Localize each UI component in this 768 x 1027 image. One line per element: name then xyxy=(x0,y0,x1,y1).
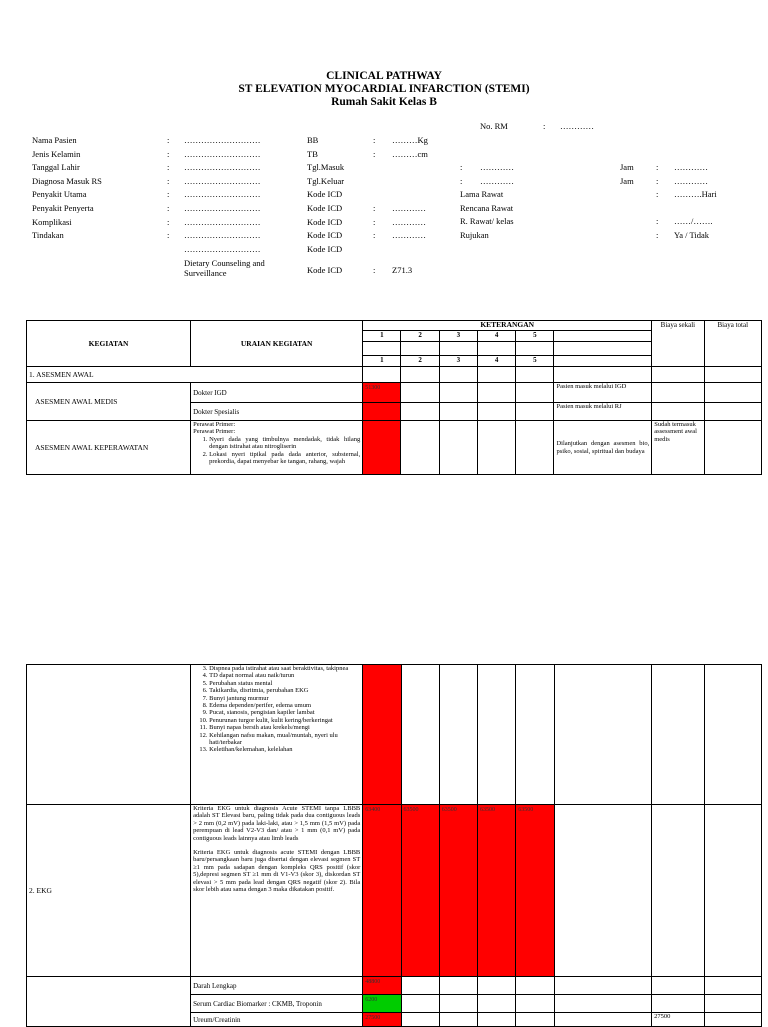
field-label: Jam xyxy=(620,175,634,186)
header-left-colons: : : : : : : : : xyxy=(167,135,170,241)
no-rm-colon: : xyxy=(543,121,546,131)
symptom-list xyxy=(193,436,360,466)
field-value: ………… xyxy=(392,216,426,227)
no-rm-value: ………… xyxy=(560,121,594,131)
header-mid-labels xyxy=(307,134,377,278)
ekg-criteria xyxy=(191,805,363,977)
day-col-header: 3 xyxy=(439,356,477,367)
list-item: 11. Bunyi napas bersih atau krekels/mengi xyxy=(209,724,360,731)
field-label: Komplikasi xyxy=(32,216,72,227)
no-rm-label: No. RM xyxy=(480,121,508,131)
list-item: 5. Perubahan status mental xyxy=(209,680,360,687)
field-value: ……………………… xyxy=(184,148,261,159)
field-label: Rencana Rawat xyxy=(460,202,514,213)
lab-serum-cardiac: Serum Cardiac Biomarker : CKMB, Troponin xyxy=(191,995,363,1013)
field-label: Lama Rawat xyxy=(460,189,504,200)
day-col-header: 5 xyxy=(516,331,554,342)
day-col-header: 5 xyxy=(516,356,554,367)
field-value: ………… xyxy=(392,202,426,213)
field-value: Ya / Tidak xyxy=(674,229,710,240)
field-label: Rujukan xyxy=(460,229,489,240)
list-item: 10. Penurunan turgor kulit, kulit kering/berkeringat xyxy=(209,717,360,724)
field-value: ………… xyxy=(674,175,708,186)
highlight-cell xyxy=(363,665,401,805)
field-label: Kode ICD xyxy=(307,230,343,241)
field-value: ………… xyxy=(480,175,514,186)
cost-value: 51300 xyxy=(365,385,381,391)
header-right-jam xyxy=(620,161,650,188)
asesmen-medis-label: ASESMEN AWAL MEDIS xyxy=(27,383,191,421)
list-item: 4. TD dapat normal atau naik/turun xyxy=(209,672,360,679)
day-col-header: 4 xyxy=(477,331,515,342)
cost-value: 6200 xyxy=(365,997,378,1003)
keterangan-igd: Pasien masuk melalui IGD xyxy=(554,383,652,403)
field-value: ……………………… xyxy=(184,175,261,186)
field-value: ………… xyxy=(480,162,514,172)
ekg-criteria-1: Kriteria EKG untuk diagnosis Acute STEMI tanpa LBBB adalah ST Elevasi baru, paling tidak pada dua contiguous leads > 2 mm (0,2 mV) pada laki-laki, atau > 1,5 mm (1,5 mV) pada perempuan di lead V2-V3 dan/ atau > 1 mm (0,1 mV) pada contiguous leads lainnya atau limb leads xyxy=(193,805,361,842)
header-kegiatan: KEGIATAN xyxy=(27,321,191,367)
field-value: ………Kg xyxy=(392,135,428,145)
cost-value: 63500 xyxy=(518,807,534,813)
list-item: 8. Edema dependen/perifer, edema umum xyxy=(209,702,360,709)
field-label: Jam xyxy=(620,162,634,172)
list-item: 9. Pucat, sianosis, pengisian kapiler lambat xyxy=(209,709,360,716)
field-label: Tanggal Lahir xyxy=(32,162,80,173)
ekg-criteria-2: Kriteria EKG untuk diagnosis acute STEMI dengan LBBB baru/persangkaan baru juga disertai dengan elevasi segmen ST ≥1 mm pada sadapan dengan kompleks QRS positif (skor 5),depresi segmen ST ≥1 mm di V1-V3 (skor 3), diskordan ST elevasi > 5 mm pada lead dengan QRS negatif (skor 2). Bila skor lebih atau sama dengan 3 maka dikatakan positif. xyxy=(193,849,361,894)
field-label: Penyakit Penyerta xyxy=(32,202,94,213)
field-value: ………… xyxy=(392,230,426,241)
field-value: ……………………… xyxy=(184,243,261,254)
header-keterangan: KETERANGAN xyxy=(363,321,652,331)
header-right-rvalues xyxy=(674,161,744,243)
day-col-header: 1 xyxy=(363,331,401,342)
field-value: ……………………… xyxy=(184,135,261,145)
page-title-line1: CLINICAL PATHWAY xyxy=(326,70,442,82)
field-value: ……………………… xyxy=(184,162,261,173)
keterangan-kep: Dilanjutkan dengan asesmen bio, psiko, sosial, spiritual dan budaya xyxy=(554,421,652,475)
list-item: 6. Takikardia, disritmia, perubahan EKG xyxy=(209,687,360,694)
field-label: TB xyxy=(307,148,318,159)
header-uraian: URAIAN KEGIATAN xyxy=(191,321,363,367)
header-right-values xyxy=(480,161,540,188)
dokter-spesialis: Dokter Spesialis xyxy=(191,403,363,421)
field-label: Kode ICD xyxy=(307,202,343,213)
section-asesmen-awal: 1. ASESMEN AWAL xyxy=(27,367,363,383)
pathway-table-2 xyxy=(26,664,762,1027)
ekg-label: 2. EKG xyxy=(27,805,191,977)
field-value: ……………………… xyxy=(184,216,261,227)
field-value xyxy=(392,175,462,189)
perawat-primer: Perawat Primer: xyxy=(193,428,236,436)
field-label: Kode ICD xyxy=(307,216,343,227)
biaya-sekali-value: 27500 xyxy=(652,1013,704,1027)
cost-value: 63500 xyxy=(480,807,496,813)
page-title-line2: ST ELEVATION MYOCARDIAL INFARCTION (STEMI) xyxy=(238,83,530,95)
cost-value: 63400 xyxy=(365,807,381,813)
page-title-line3: Rumah Sakit Kelas B xyxy=(331,96,437,108)
field-label: Kode ICD xyxy=(307,265,343,276)
list-item: 3. Dispnea pada istirahat atau saat beraktivitas, takipnea xyxy=(209,665,360,672)
list-item: 1. Nyeri dada yang timbulnya mendadak, tidak hilang dengan istirahat atau nitrogliserin xyxy=(209,436,360,451)
dietary-label-2: Surveillance xyxy=(184,268,227,279)
field-label: Kode ICD xyxy=(307,189,343,200)
keterangan-rj: Pasien masuk melalui RJ xyxy=(554,403,652,421)
keterangan-cell xyxy=(554,331,652,342)
asesmen-keperawatan-detail xyxy=(191,421,363,475)
field-label: Penyakit Utama xyxy=(32,189,87,200)
header-mid-values xyxy=(392,134,462,278)
field-value: ……….Hari xyxy=(674,189,717,200)
header-left-labels xyxy=(32,134,182,243)
header-left-values xyxy=(184,134,299,278)
header-right-colons-a: : : xyxy=(460,162,463,186)
field-value: ………… xyxy=(674,162,708,172)
highlight-cell xyxy=(363,421,401,475)
lab-ureum-creatinin: Ureum/Creatinin xyxy=(191,1013,363,1027)
field-label: R. Rawat/ kelas xyxy=(460,216,514,227)
header-mid-colons: : : : : : : xyxy=(373,135,376,276)
cost-value: 63500 xyxy=(403,807,419,813)
field-value: ……………………… xyxy=(184,189,261,200)
field-value: ………cm xyxy=(392,148,428,159)
list-item: 7. Bunyi jantung murmur xyxy=(209,695,360,702)
header-biaya-total: Biaya total xyxy=(704,321,761,367)
highlight-cell xyxy=(363,403,401,421)
field-value xyxy=(674,202,744,216)
day-col-header: 4 xyxy=(477,356,515,367)
field-label: Tgl.Masuk xyxy=(307,162,345,173)
field-value xyxy=(392,188,462,202)
list-item: 2. Lokasi nyeri tipikal pada dada anterior, substernal, prekordia, dapat menyebar ke tangan, rahang, wajah xyxy=(209,451,360,466)
field-value: ……………………… xyxy=(184,230,261,241)
asesmen-keperawatan-label: ASESMEN AWAL KEPERAWATAN xyxy=(27,421,191,475)
cost-value: 48800 xyxy=(365,979,381,985)
lab-darah-lengkap: Darah Lengkap xyxy=(191,977,363,995)
list-item: 13. Keletihan/kelemahan, kelelahan xyxy=(209,746,360,753)
symptom-list xyxy=(193,665,360,754)
header-right-colons-b: : : : : : xyxy=(656,162,659,240)
field-value xyxy=(392,161,462,175)
field-label: BB xyxy=(307,135,319,145)
list-item: 12. Kehilangan nafsu makan, mual/muntah, nyeri ulu hati/terbakar xyxy=(209,732,360,747)
field-label: Kode ICD xyxy=(307,243,343,254)
field-label: Jenis Kelamin xyxy=(32,148,81,159)
dietary-label-1: Dietary Counseling and xyxy=(184,258,265,269)
field-label: Tindakan xyxy=(32,230,64,241)
day-col-header: 1 xyxy=(363,356,401,367)
field-value xyxy=(392,243,462,257)
field-label: Tgl.Keluar xyxy=(307,175,345,186)
day-col-header: 2 xyxy=(401,331,439,342)
field-label: Diagnosa Masuk RS xyxy=(32,175,102,186)
field-value: Z71.3 xyxy=(392,265,413,276)
biaya-kep: Sudah termasuk assessment awal medis xyxy=(652,421,704,475)
field-value: ……/……. xyxy=(674,216,713,227)
day-col-header: 2 xyxy=(401,356,439,367)
day-col-header: 3 xyxy=(439,331,477,342)
field-value: ……………………… xyxy=(184,202,261,213)
dokter-igd: Dokter IGD xyxy=(191,383,363,403)
cost-value: 63500 xyxy=(441,807,457,813)
field-label: Nama Pasien xyxy=(32,135,77,145)
perawat-primer: Perawat Primer: xyxy=(193,421,236,428)
pathway-table-1 xyxy=(26,320,762,475)
symptom-list-continued xyxy=(191,665,363,805)
header-biaya-sekali: Biaya sekali xyxy=(652,321,704,367)
cost-value: 27500 xyxy=(365,1015,381,1021)
